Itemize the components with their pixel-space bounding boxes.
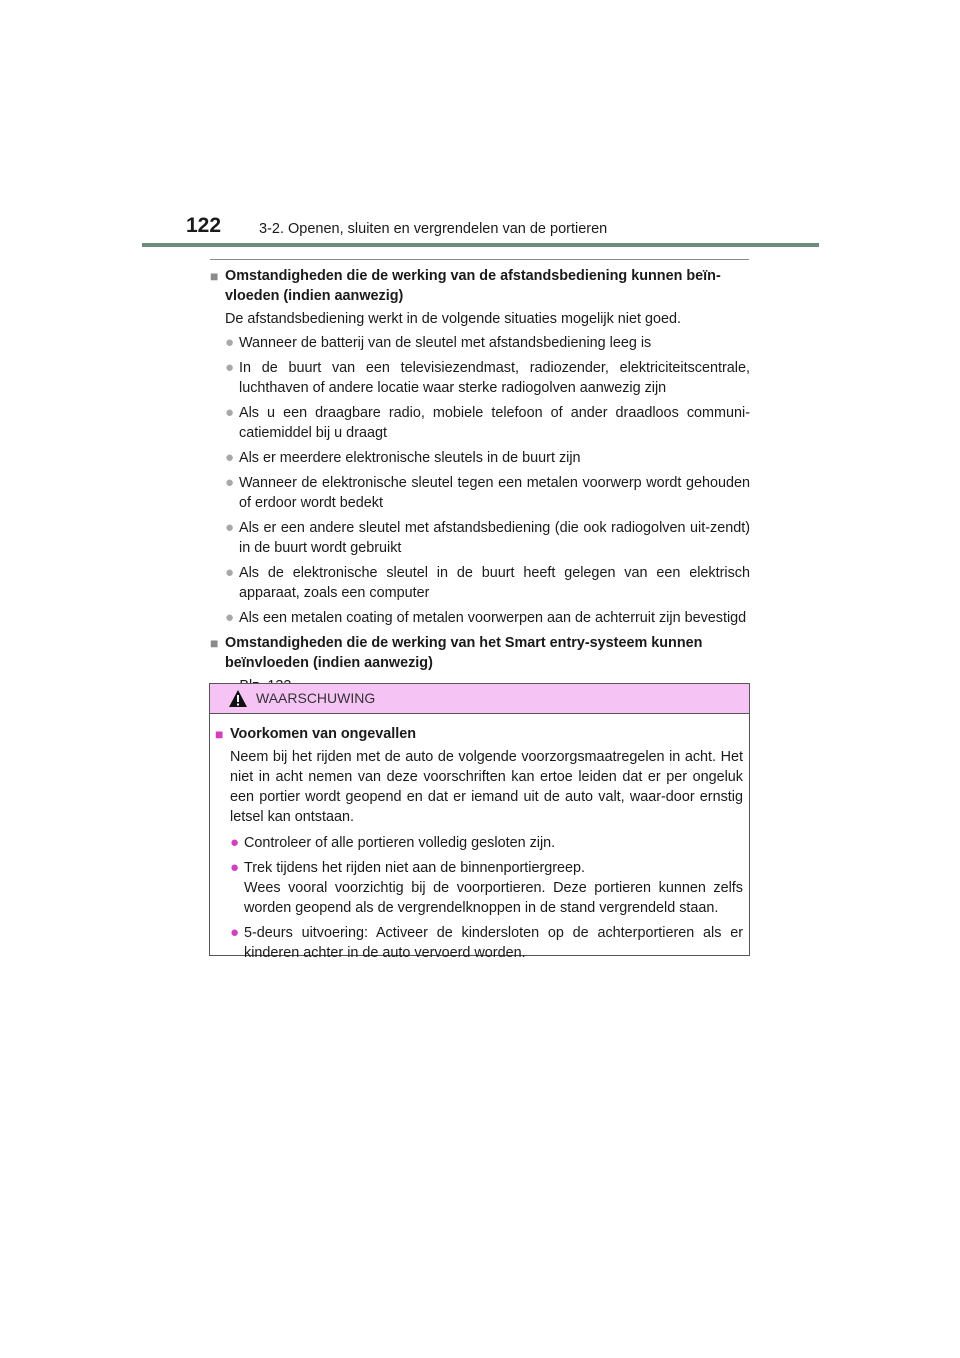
list-item: ● Wanneer de elektronische sleutel tegen een metalen voorwerp wordt gehouden of erdoor wordt bedekt (225, 474, 750, 511)
section-divider (210, 259, 749, 260)
round-bullet-icon: ● (230, 924, 240, 941)
list-item: ● Als er meerdere elektronische sleutels in de buurt zijn (225, 449, 581, 466)
round-bullet-icon: ● (225, 404, 235, 421)
round-bullet-icon: ● (225, 609, 235, 626)
warning-label: WAARSCHUWING (256, 690, 376, 706)
list-item: ● Als er een andere sleutel met afstandsbediening (die ook radiogolven uit-zendt) in de buurt wordt gebruikt (225, 519, 750, 556)
round-bullet-icon: ● (230, 834, 240, 851)
round-bullet-icon: ● (225, 519, 235, 536)
square-bullet-icon: ■ (215, 726, 224, 742)
square-bullet-icon: ■ (210, 268, 219, 284)
list-item: ● Als de elektronische sleutel in de buurt heeft gelegen van een elektrisch apparaat, zoals een computer (225, 564, 750, 601)
main-content (210, 266, 750, 696)
square-bullet-icon: ■ (210, 635, 219, 651)
round-bullet-icon: ● (225, 449, 235, 466)
list-item: ● Als een metalen coating of metalen voorwerpen aan de achterruit zijn bevestigd (225, 609, 747, 626)
warning-triangle-icon (228, 689, 248, 713)
round-bullet-icon: ● (225, 359, 235, 376)
section-heading (210, 266, 750, 306)
page-header (0, 0, 960, 250)
list-item: ● In de buurt van een televisiezendmast, radiozender, elektriciteitscentrale, luchthaven of andere locatie waar sterke radiogolven aanwezig zijn (225, 359, 750, 396)
round-bullet-icon: ● (230, 859, 240, 876)
warning-heading-text: Voorkomen van ongevallen (230, 726, 417, 742)
header-rule (142, 243, 819, 247)
section-heading (210, 633, 750, 673)
list-item: ● Trek tijdens het rijden niet aan de binnenportiergreep. Wees vooral voorzichtig bij de voorportieren. Deze portieren kunnen zelfs worden geopend als de vergrendelknoppen in de stand vergrendeld staan. (230, 859, 743, 916)
list-item: ● Controleer of alle portieren volledig gesloten zijn. (230, 834, 556, 851)
warning-header (210, 684, 749, 714)
round-bullet-icon: ● (225, 474, 235, 491)
warning-box (209, 683, 750, 961)
section-heading-text: Omstandigheden die de werking van de afstandsbediening kunnen beïn-vloeden (indien aanwezig) (225, 268, 721, 304)
section-heading-text: Omstandigheden die de werking van het Smart entry-systeem kunnen beïnvloeden (indien aanwezig) (225, 635, 703, 671)
page-number: 122 (186, 214, 222, 237)
section-intro: De afstandsbediening werkt in de volgende situaties mogelijk niet goed. (225, 311, 681, 327)
chapter-title: 3-2. Openen, sluiten en vergrendelen van de portieren (259, 221, 608, 237)
round-bullet-icon: ● (225, 564, 235, 581)
warning-intro: Neem bij het rijden met de auto de volgende voorzorgsmaatregelen in acht. Het niet in acht nemen van deze voorschriften kan ertoe leiden dat er per ongeluk een portier wordt geopend en dat er iemand uit de auto valt, waar-door ernstig letsel kan ontstaan. (230, 749, 743, 825)
list-item: ● 5-deurs uitvoering: Activeer de kindersloten op de achterportieren als er kinderen achter in de auto vervoerd worden. (230, 924, 743, 961)
round-bullet-icon: ● (225, 334, 235, 351)
warning-heading (215, 724, 743, 744)
list-item: ● Als u een draagbare radio, mobiele telefoon of ander draadloos communi-catiemiddel bij u draagt (225, 404, 750, 441)
list-item: ● Wanneer de batterij van de sleutel met afstandsbediening leeg is (225, 334, 652, 351)
warning-body (210, 714, 749, 963)
